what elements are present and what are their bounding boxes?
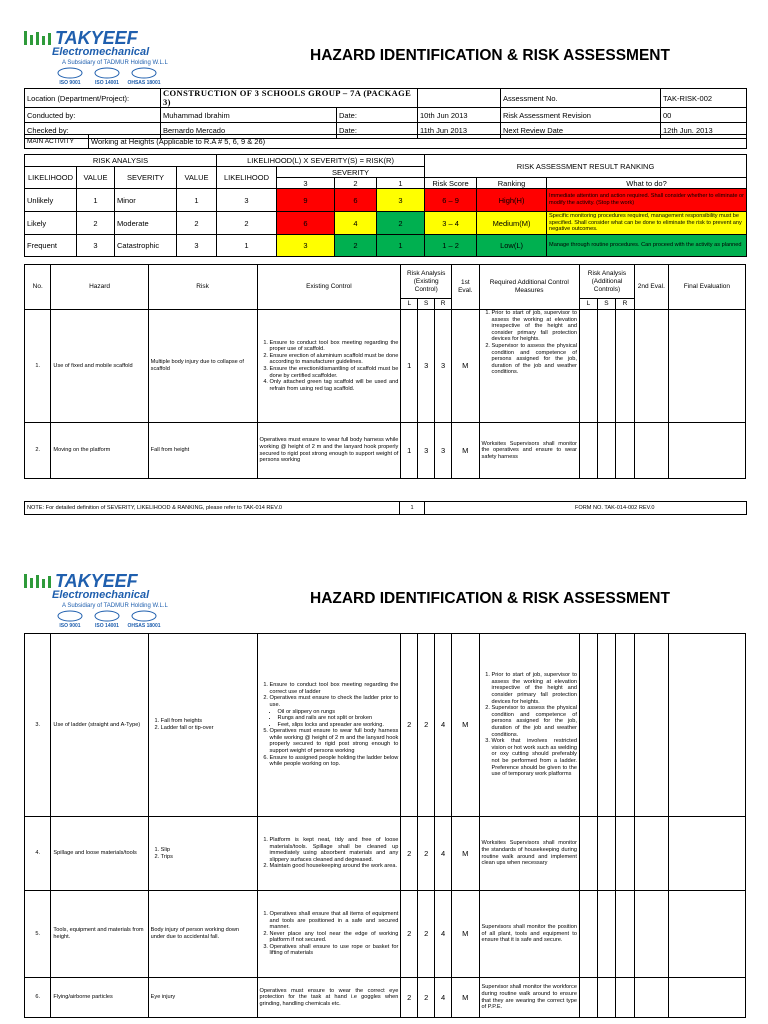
col-no: No. [25,265,51,310]
row-l: 2 [401,634,418,817]
formula-header: LIKELIHOOD(L) X SEVERITY(S) = RISK(R) [217,155,425,167]
row-additional-text: Worksites Supervisors shall monitor the operatives and ensure to wear safety harness [479,423,579,479]
row-controls [257,817,401,891]
col-ra-additional: Risk Analysis (Additional Controls) [579,265,634,299]
row-eval: M [452,423,479,479]
row-additional [479,634,579,817]
likelihood-likely: Likely [25,212,77,235]
matrix-cell: 2 [335,235,377,257]
rank-high: High(H) [477,189,547,212]
col-additional: Required Additional Control Measures [479,265,579,310]
svalue-3: 3 [177,235,217,257]
cert-ohsas: OHSAS 18001 [127,80,161,86]
row-r: 3 [435,310,452,423]
col-eval2: 2nd Eval. [634,265,668,310]
matrix-cell: 6 [335,189,377,212]
page-title-2: HAZARD IDENTIFICATION & RISK ASSESSMENT [310,590,670,607]
additional-item: 2. Supervisor to assess the physical condition and competence of persons assigned for the job, duration of the job and weather conditions. [492,343,577,376]
ranking-header: Ranking [477,178,547,189]
matrix-lv-1: 1 [217,235,277,257]
row-risks [148,634,257,817]
result-ranking-header: RISK ASSESSMENT RESULT RANKING [425,155,747,178]
conducted-label: Conducted by: [25,108,161,123]
row-additional-text: Supervisor shall monitor the workforce during routine walk around to ensure that they are wearing the correct type of P.P.E. [479,978,579,1018]
control-item: 5. Operatives must ensure to wear full body harness while working @ height of 2 m and the lanyard hook properly secured to rigid post strong enough to support weight of persons working [270,728,399,754]
row-eval: M [452,817,479,891]
row-additional-text: Supervisors shall monitor the position of all plant, tools and equipment to ensure that it is safe and secure. [479,891,579,978]
control-item: 1. Ensure to conduct tool box meeting regarding the correct use of ladder [270,682,399,695]
row-no: 6. [25,978,51,1018]
checked-value: Bernardo Mercado [161,123,337,139]
row-control-text: Operatives must ensure to wear full body harness while working @ height of 2 m and the lanyard hook properly secured to rigid post strong enough to support weight of persons working [257,423,401,479]
revision-label: Risk Assessment Revision [501,108,661,123]
additional-item: 1. Prior to start of job, supervisor to assess the working at elevation irrespective of the height and consider primary fall protection devices for heights. [492,310,577,343]
row-r: 4 [435,634,452,817]
action-medium: Specific monitoring procedures required, management responsibility must be specified. Shall consider what can be done to eliminate the risk to prevent any negative outcomes. [547,212,747,235]
row-l: 1 [401,423,418,479]
row-l: 2 [401,978,418,1018]
sub-control-item: • Feet, slips locks and spreader are working. [278,722,399,729]
lvalue-3: 3 [77,235,115,257]
matrix-cell: 6 [277,212,335,235]
lvalue-2: 2 [77,212,115,235]
row-s: 3 [418,310,435,423]
col-final: Final Evaluation [668,265,745,310]
row-eval: M [452,891,479,978]
col-s2: S [597,299,615,310]
likelihood-frequent: Frequent [25,235,77,257]
row-r: 4 [435,817,452,891]
main-activity-table [24,134,747,149]
row-no: 5. [25,891,51,978]
table-row [25,817,746,891]
action-low: Manage through routine procedures. Can proceed with the activity as planned [547,235,747,257]
row-s: 2 [418,817,435,891]
row-hazard: Use of fixed and mobile scaffold [51,310,148,423]
matrix-cell: 3 [277,235,335,257]
table-row [25,310,746,423]
row-hazard: Moving on the platform [51,423,148,479]
matrix-cell: 4 [335,212,377,235]
sev-col-1: 1 [377,178,425,189]
likelihood-header: LIKELIHOOD [25,167,77,189]
row-controls [257,634,401,817]
conducted-value: Muhammad Ibrahim [161,108,337,123]
control-item [270,695,399,728]
row-controls [257,310,401,423]
assessment-no-value: TAK-RISK-002 [661,89,747,108]
likelihood-unlikely: Unlikely [25,189,77,212]
row-no: 4. [25,817,51,891]
row-r: 4 [435,891,452,978]
company-subsidiary: A Subsidiary of TADMUR Holding W.L.L [62,60,168,66]
severity-catastrophic: Catastrophic [115,235,177,257]
cert-iso14001-2: ISO 14001 [95,623,119,629]
col-r: R [435,299,452,310]
what-to-do-header: What to do? [547,178,747,189]
row-r: 3 [435,423,452,479]
control-item: 2. Maintain good housekeeping around the work area. [270,863,399,870]
row-risk: Fall from height [148,423,257,479]
info-table [24,88,747,139]
control-item: 6. Ensure to assigned people holding the ladder below while people working on top. [270,755,399,768]
next-review-value: 12th Jun. 2013 [661,123,747,139]
table-row [25,978,746,1018]
row-l: 2 [401,891,418,978]
row-eval: M [452,310,479,423]
lvalue-header: VALUE [77,167,115,189]
cert-iso9001-2: ISO 9001 [59,623,81,629]
date1-value: 10th Jun 2013 [418,108,501,123]
company-subname-2: Electromechanical [52,589,150,601]
matrix-cell: 9 [277,189,335,212]
additional-item: 3. Work that involves restricted vision or hot work such as welding or oxy cutting should preferably not be performed from a ladder. Preference should be given to the use of temporary work platforms [492,738,577,778]
row-risks [148,817,257,891]
company-name: TAKYEEF [55,28,138,48]
action-high: Immediate attention and action required. Shall consider whether to eliminate or modify the activity. (Stop the work) [547,189,747,212]
col-eval1: 1st Eval. [452,265,479,310]
col-existing: Existing Control [257,265,401,310]
sev-col-2: 2 [335,178,377,189]
svalue-1: 1 [177,189,217,212]
row-s: 2 [418,978,435,1018]
cert-iso14001: ISO 14001 [95,80,119,86]
row-no: 3. [25,634,51,817]
checked-label: Checked by: [25,123,161,139]
row-control-text: Operatives must ensure to wear the correct eye protection for the task at hand i.e goggles when grinding, handling chemicals etc. [257,978,401,1018]
sev-col-3: 3 [277,178,335,189]
control-item: 1. Ensure to conduct tool box meeting regarding the proper use of scaffold. [270,340,399,353]
row-risk: Multiple body injury due to collapse of scaffold [148,310,257,423]
matrix-lv-2: 2 [217,212,277,235]
risk-item: 2. Ladder fall or tip-over [161,725,255,732]
additional-item: 1. Prior to start of job, supervisor to assess the working at elevation irrespective of the height and consider primary fall protection devices for heights. [492,672,577,705]
control-item: 3. Ensure the erection/dismantling of scaffold must be done by certified scaffolder. [270,366,399,379]
row-s: 3 [418,423,435,479]
row-hazard: Flying/airborne particles [51,978,148,1018]
risk-item: 1. Fall from heights [161,718,255,725]
additional-item: 2. Supervisor to assess the physical condition and competence of persons assigned for the job, duration of the job and weather conditions. [492,705,577,738]
severity-minor: Minor [115,189,177,212]
cert-ohsas-2: OHSAS 18001 [127,623,161,629]
col-r2: R [615,299,634,310]
col-ra-existing: Risk Analysis (Existing Control) [401,265,452,299]
control-item-text: Operatives must ensure to check the ladder prior to use. [269,695,399,708]
row-no: 1. [25,310,51,423]
location-value: CONSTRUCTION OF 3 SCHOOLS GROUP – 7A (PACKAGE 3) [161,89,418,108]
control-item: 2. Ensure erection of aluminium scaffold must be done according to manufacturer guidelines. [270,353,399,366]
row-eval: M [452,634,479,817]
footer-page: 1 [400,502,425,515]
score-medium: 3 – 4 [425,212,477,235]
location-label: Location (Department/Project): [25,89,161,108]
score-low: 1 – 2 [425,235,477,257]
row-s: 2 [418,634,435,817]
svalue-header: VALUE [177,167,217,189]
date2-value: 11th Jun 2013 [418,123,501,139]
assessment-table-p1 [24,264,746,479]
control-item: 1. Platform is kept neat, tidy and free of loose materials/tools. Spillage shall be cleaned up immediately using absorbent materials and any slippery surfaces cleaned and degreased. [270,837,399,863]
company-logo [22,28,212,86]
sub-control-item: • Rungs and rails are not split or broken [278,715,399,722]
row-l: 1 [401,310,418,423]
svalue-2: 2 [177,212,217,235]
table-row [25,634,746,817]
row-eval: M [452,978,479,1018]
table-row [25,423,746,479]
footer-note-text: NOTE: For detailed definition of SEVERITY, LIKELIHOOD & RANKING, please refer to TAK-014 REV.0 [25,502,400,515]
severity-header: SEVERITY [115,167,177,189]
rank-medium: Medium(M) [477,212,547,235]
row-hazard: Use of ladder (straight and A-Type) [51,634,148,817]
row-risk: Body injury of person working down under due to accidental fall. [148,891,257,978]
cert-iso9001: ISO 9001 [59,80,81,86]
row-hazard: Spillage and loose materials/tools [51,817,148,891]
row-no: 2. [25,423,51,479]
severity-moderate: Moderate [115,212,177,235]
col-s: S [418,299,435,310]
risk-item: 1. Slip [161,847,255,854]
risk-matrix [24,154,747,257]
col-risk: Risk [148,265,257,310]
row-risk: Eye injury [148,978,257,1018]
matrix-lv-3: 3 [217,189,277,212]
row-l: 2 [401,817,418,891]
col-l: L [401,299,418,310]
next-review-label: Next Review Date [501,123,661,139]
row-r: 4 [435,978,452,1018]
col-hazard: Hazard [51,265,148,310]
row-hazard: Tools, equipment and materials from height. [51,891,148,978]
row-additional-text: Worksites Supervisors shall monitor the standards of housekeeping during routine walk around and implement clean ups when necessary [479,817,579,891]
date1-label: Date: [337,108,418,123]
matrix-cell: 1 [377,235,425,257]
footer-form: FORM NO. TAK-014-002 REV.0 [425,502,747,515]
company-subname: Electromechanical [52,46,150,58]
rank-low: Low(L) [477,235,547,257]
sub-control-item: • Oil or slippery on rungs [278,709,399,716]
matrix-cell: 2 [377,212,425,235]
table-row [25,891,746,978]
row-additional [479,310,579,423]
control-item: 2. Never place any tool near the edge of working platform if not secured. [270,931,399,944]
company-subsidiary-2: A Subsidiary of TADMUR Holding W.L.L [62,603,168,609]
row-s: 2 [418,891,435,978]
company-name-2: TAKYEEF [55,571,138,591]
control-item: 3. Operatives shall ensure to use rope or basket for lifting of materials [270,944,399,957]
score-high: 6 – 9 [425,189,477,212]
matrix-severity-header: SEVERITY [277,167,425,178]
company-logo-2 [22,571,212,629]
main-activity-value: Working at Heights (Applicable to R.A # 5, 6, 9 & 26) [89,135,747,149]
assessment-no-label: Assessment No. [501,89,661,108]
risk-item: 2. Trips [161,854,255,861]
control-item: 1. Operatives shall ensure that all items of equipment and tools are positioned in a safe and secured manner. [270,911,399,931]
risk-score-header: Risk Score [425,178,477,189]
date2-label: Date: [337,123,418,139]
assessment-table-p2 [24,633,746,1018]
control-item: 4. Only attached green tag scaffold will be used and refrain from using red tag scaffold. [270,379,399,392]
risk-analysis-header: RISK ANALYSIS [25,155,217,167]
page-title: HAZARD IDENTIFICATION & RISK ASSESSMENT [310,47,670,64]
revision-value: 00 [661,108,747,123]
matrix-cell: 3 [377,189,425,212]
main-activity-label: MAIN ACTIVITY [25,135,89,149]
row-controls [257,891,401,978]
lvalue-1: 1 [77,189,115,212]
matrix-likelihood-header: LIKELIHOOD [217,167,277,189]
footer-note [24,501,747,515]
col-l2: L [579,299,597,310]
